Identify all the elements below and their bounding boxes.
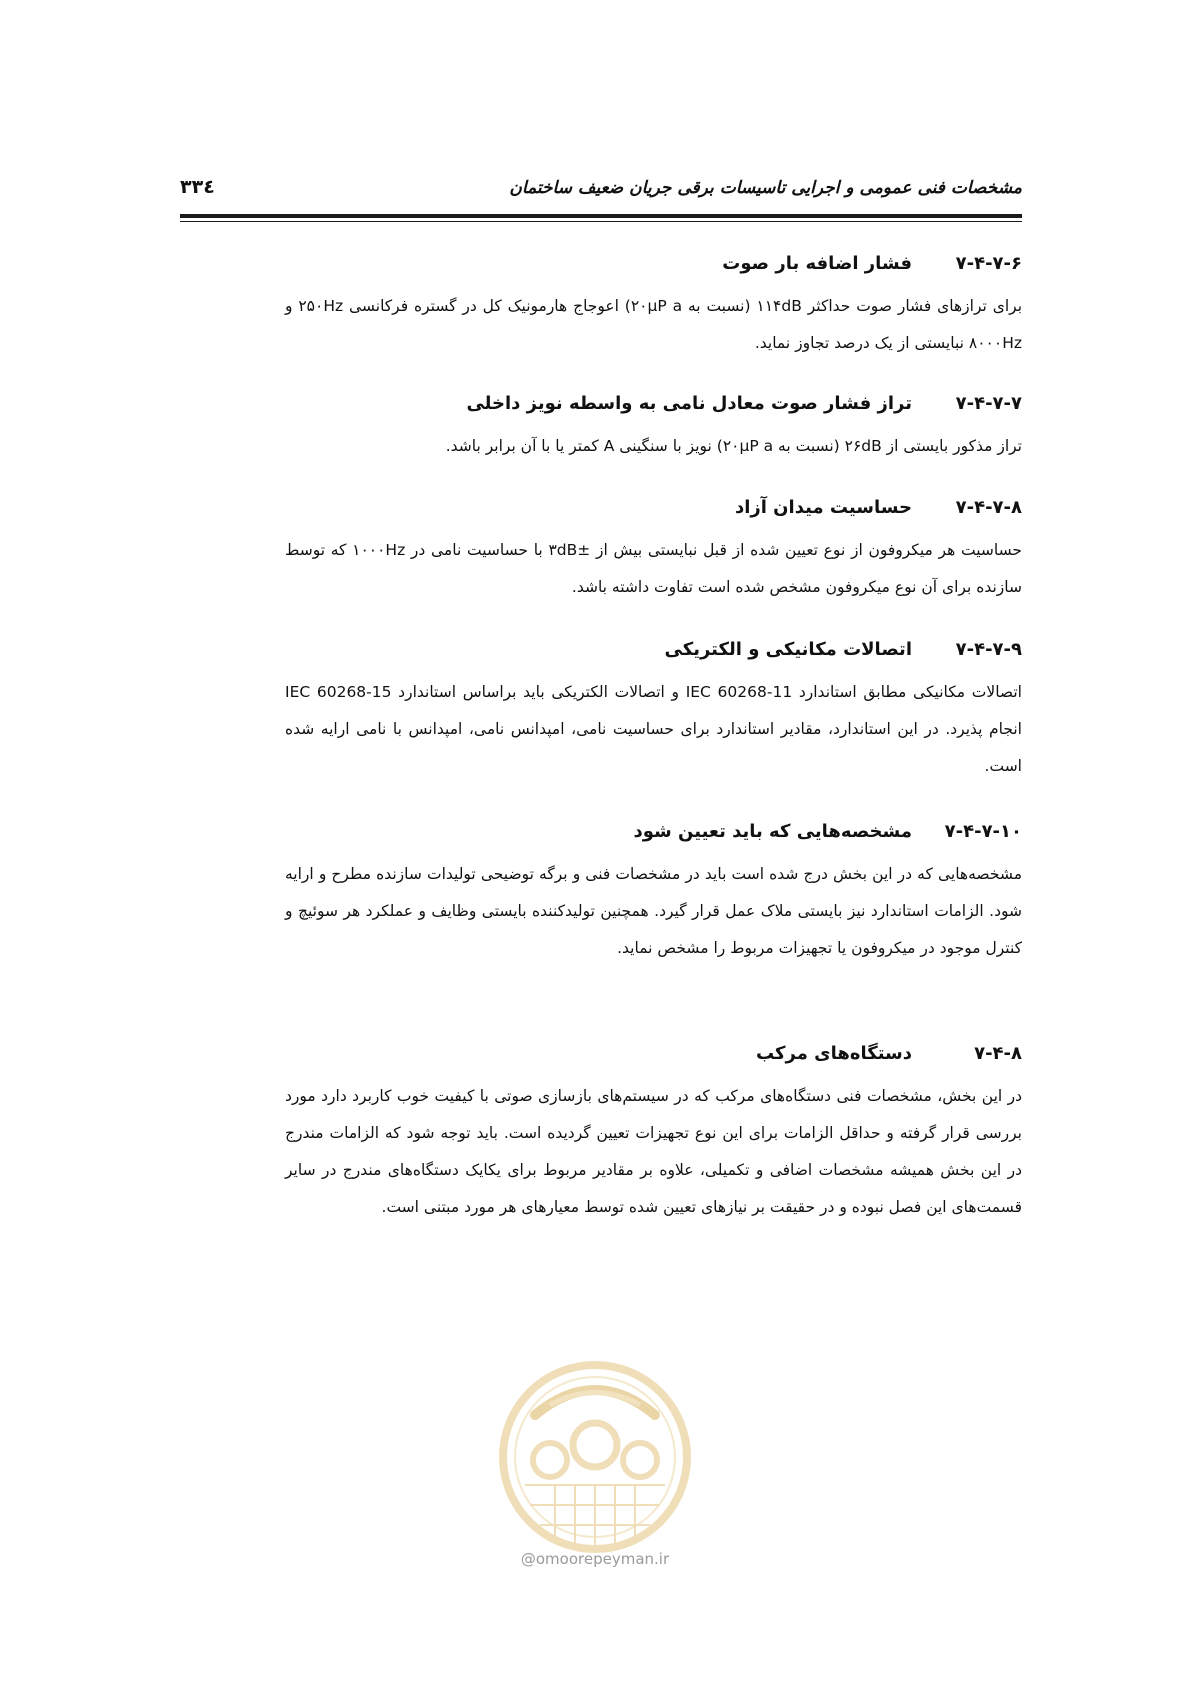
- section-title: تراز فشار صوت معادل نامی به واسطه نویز داخلی: [466, 393, 912, 414]
- watermark-seal-logo: [495, 1345, 695, 1575]
- section-body: حساسیت هر میکروفون از نوع تعیین شده از قبل نبایستی بیش از ±۳dB با حساسیت نامی در ۱۰۰۰Hz که توسط سازنده برای آن نوع میکروفون مشخص شده است تفاوت داشته باشد.: [285, 541, 1022, 596]
- watermark-text: @omoorepeyman.ir: [520, 1550, 670, 1568]
- running-title: مشخصات فنی عمومی و اجرایی تاسیسات برقی جریان ضعیف ساختمان: [509, 178, 1022, 198]
- section-title: دستگاه‌های مرکب: [755, 1043, 912, 1064]
- section-number: ۷-۴-۸: [974, 1043, 1022, 1064]
- section-specifications: [180, 818, 1022, 967]
- section-title: حساسیت میدان آزاد: [734, 497, 912, 518]
- section-title: مشخصه‌هایی که باید تعیین شود: [633, 821, 912, 842]
- section-body: تراز مذکور بایستی از ۲۶dB (نسبت به ۲۰μP a) نویز با سنگینی A کمتر یا با آن برابر باشد.: [445, 437, 1022, 455]
- section-combined-devices: [180, 1040, 1022, 1226]
- header-rule: [180, 214, 1022, 218]
- section-noise-level: [180, 390, 1022, 465]
- section-number: ۷-۴-۷-۶: [955, 253, 1022, 274]
- section-number: ۷-۴-۷-۸: [955, 497, 1022, 518]
- section-number: ۷-۴-۷-۷: [955, 393, 1022, 414]
- section-sound-overload: [180, 250, 1022, 362]
- section-connections: [180, 636, 1022, 785]
- section-body: مشخصه‌هایی که در این بخش درج شده است باید در مشخصات فنی و برگه توضیحی تولیدات سازنده مطرح و ارایه شود. الزامات استاندارد نیز بایستی ملاک عمل قرار گیرد. همچنین تولیدکننده بایستی وظایف و عملکرد هر سوئیچ و کنترل موجود در میکروفون یا تجهیزات مربوط را مشخص نماید.: [285, 865, 1022, 957]
- section-body: در این بخش، مشخصات فنی دستگاه‌های مرکب که در سیستم‌های بازسازی صوتی با کیفیت خوب کاربرد دارد مورد بررسی قرار گرفته و حداقل الزامات برای این نوع تجهیزات تعیین گردیده است. باید توجه شود که الزامات مندرج در این بخش همیشه مشخصات اضافی و تکمیلی، علاوه بر مقادیر مربوط برای یکایک دستگاه‌های مندرج در سایر قسمت‌های این فصل نبوده و در حقیقت بر نیازهای تعیین شده توسط معیارهای هر مورد مبتنی است.: [285, 1087, 1022, 1216]
- section-title: اتصالات مکانیکی و الکتریکی: [664, 639, 912, 660]
- section-title: فشار اضافه بار صوت: [722, 253, 912, 274]
- section-body: برای ترازهای فشار صوت حداکثر ۱۱۴dB (نسبت به ۲۰μP a) اعوجاج هارمونیک کل در گستره فرکانسی ۲۵۰Hz و ۸۰۰۰Hz نبایستی از یک درصد تجاوز نماید.: [285, 297, 1023, 352]
- section-number: ۷-۴-۷-۹: [955, 639, 1022, 660]
- section-body: اتصالات مکانیکی مطابق استاندارد IEC 60268-11 و اتصالات الکتریکی باید براساس استاندارد IEC 60268-15 انجام پذیرد. در این استاندارد، مقادیر استاندارد برای حساسیت نامی، امپدانس نامی، امپدانس با نامی ارایه شده است.: [285, 683, 1022, 775]
- section-free-field-sensitivity: [180, 494, 1022, 606]
- section-number: ۷-۴-۷-۱۰: [944, 821, 1022, 842]
- page-header: [180, 178, 1022, 204]
- header-rule-thin: [180, 221, 1022, 222]
- page-number: ۳۳٤: [180, 176, 215, 198]
